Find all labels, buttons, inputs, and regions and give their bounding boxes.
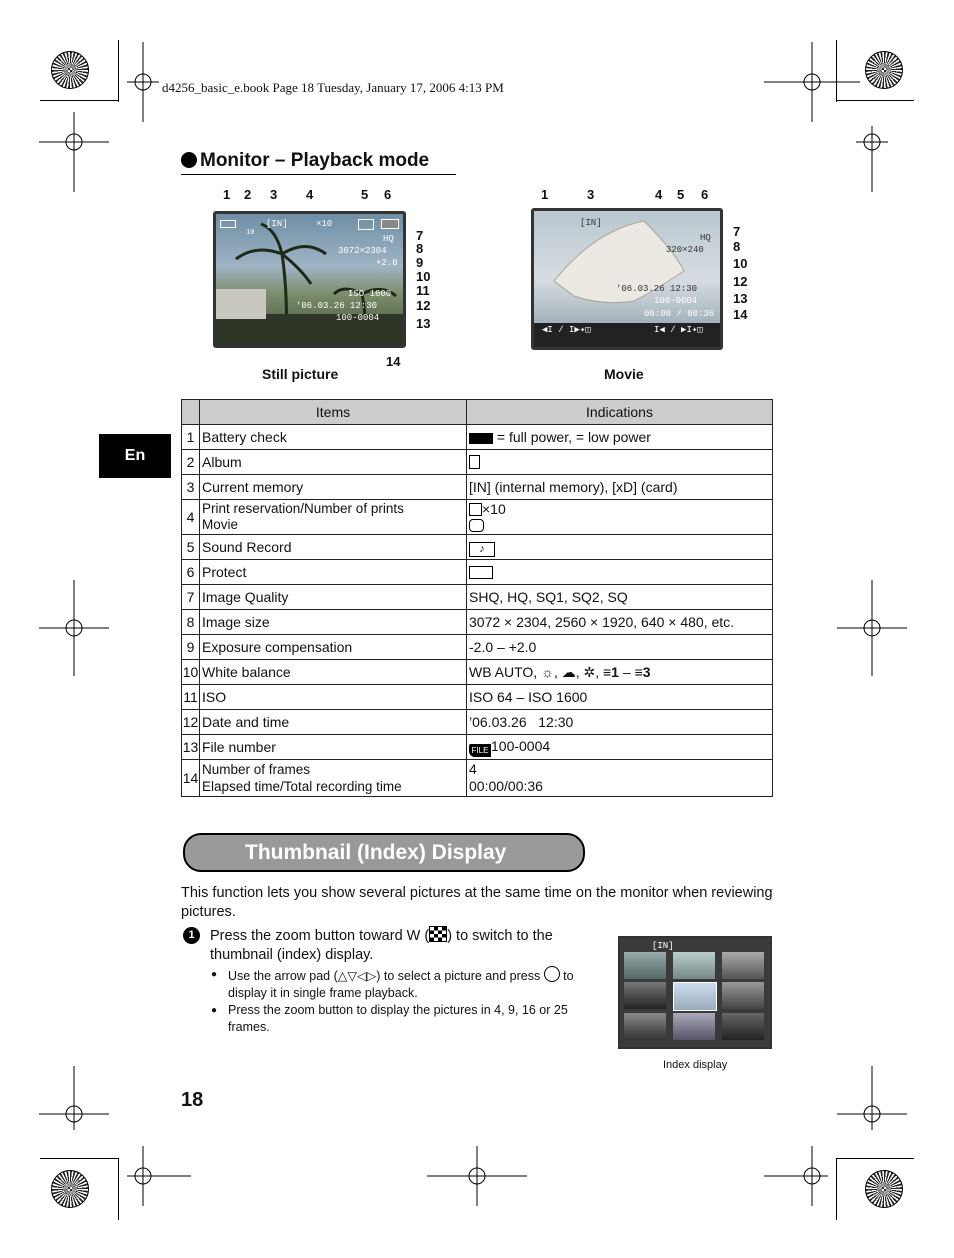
- row-number: 6: [182, 560, 200, 585]
- row-item: Album: [200, 450, 467, 475]
- section-title: [181, 150, 456, 175]
- callout-number: 10: [416, 269, 431, 284]
- thumbnail-image-selected: [673, 982, 717, 1011]
- thumbnail-image: [673, 1013, 715, 1040]
- movie-screen: [531, 208, 723, 350]
- row-indication: [467, 425, 773, 450]
- row-item: Protect: [200, 560, 467, 585]
- album-icon: [469, 455, 480, 469]
- row-item: Battery check: [200, 425, 467, 450]
- table-header-row: [182, 400, 773, 425]
- callout-number: 13: [733, 291, 748, 306]
- callout-number: 9: [416, 255, 424, 270]
- table-header-cell: Indications: [467, 400, 773, 425]
- callout-number: 5: [361, 187, 369, 202]
- row-number: 4: [182, 500, 200, 535]
- row-number: 13: [182, 735, 200, 760]
- still-iso-indicator: ISO 1600: [348, 289, 392, 299]
- callout-number: 1: [223, 187, 231, 202]
- index-memory-indicator: [IN]: [652, 941, 674, 951]
- still-album-indicator: 10: [246, 229, 255, 237]
- row-item: Current memory: [200, 475, 467, 500]
- row-indication: [467, 760, 773, 797]
- indications-table: [181, 399, 773, 797]
- sound-icon: [358, 219, 374, 230]
- callout-number: 13: [416, 316, 431, 331]
- row-number: 3: [182, 475, 200, 500]
- movie-quality-indicator: HQ: [700, 233, 711, 243]
- battery-icon: [220, 220, 236, 228]
- step-notes: [211, 966, 581, 1036]
- sunny-icon: ☼: [541, 663, 554, 680]
- language-tab: En: [99, 434, 171, 478]
- row-item-line: Number of frames: [202, 762, 311, 777]
- note-text: ) to select a picture and press: [376, 969, 544, 983]
- thumbnail-image: [673, 952, 715, 979]
- table-row: [182, 710, 773, 735]
- movie-size-indicator: 320×240: [666, 245, 704, 255]
- row-indication-line: 00:00/00:36: [469, 778, 543, 794]
- table-row: [182, 610, 773, 635]
- row-indication-text: ×10: [482, 501, 506, 517]
- callout-number: 4: [306, 187, 314, 202]
- table-header-cell: Items: [200, 400, 467, 425]
- section-title-text: Monitor – Playback mode: [200, 150, 430, 171]
- row-number: 10: [182, 660, 200, 685]
- arrow-pad-icon: △▽◁▷: [337, 969, 377, 983]
- row-item: File number: [200, 735, 467, 760]
- table-row: [182, 450, 773, 475]
- row-indication: [IN] (internal memory), [xD] (card): [467, 475, 773, 500]
- row-indication-text: = full power, = low power: [493, 429, 651, 445]
- playback-controls-icon: ◀I / I▶✦◫: [542, 325, 591, 335]
- index-display-screen: [618, 936, 772, 1049]
- still-size-indicator: 3072×2304: [338, 246, 387, 256]
- thumbnail-image: [722, 982, 764, 1009]
- row-indication: [467, 450, 773, 475]
- step-text-b: ) to switch to the thumbnail (index) display.: [210, 928, 553, 963]
- protect-key-icon: [469, 566, 493, 579]
- index-display-caption: Index display: [663, 1059, 728, 1071]
- row-indication: ISO 64 – ISO 1600: [467, 685, 773, 710]
- callout-number: 8: [416, 241, 424, 256]
- table-row: [182, 500, 773, 535]
- row-item-line: Elapsed time/Total recording time: [202, 779, 402, 794]
- row-item: [200, 500, 467, 535]
- callout-number: 3: [587, 187, 595, 202]
- still-picture-caption: Still picture: [262, 366, 339, 382]
- table-row: [182, 735, 773, 760]
- callout-number: 7: [416, 228, 424, 243]
- row-indication: ’06.03.26 12:30: [467, 710, 773, 735]
- row-indication: WB AUTO, ☼, ☁, ✲, ≡1 – ≡3: [467, 660, 773, 685]
- callout-number: 11: [416, 283, 430, 298]
- row-indication-line: 4: [469, 761, 477, 777]
- row-item: Image size: [200, 610, 467, 635]
- row-item: Sound Record: [200, 535, 467, 560]
- table-row: [182, 635, 773, 660]
- table-row: [182, 660, 773, 685]
- movie-time-indicator: 00:00 / 00:36: [644, 309, 715, 319]
- callout-number: 7: [733, 224, 741, 239]
- intro-paragraph: This function lets you show several pictures at the same time on the monitor when reviewing pictures.: [181, 885, 773, 920]
- movie-memory-indicator: [IN]: [580, 218, 602, 228]
- callout-number: 6: [384, 187, 392, 202]
- table-row: [182, 475, 773, 500]
- movie-file-indicator: 100-0004: [654, 296, 698, 306]
- frame-controls-icon: I◀ / ▶I✦◫: [654, 325, 703, 335]
- row-indication: [467, 735, 773, 760]
- row-number: 1: [182, 425, 200, 450]
- note-text: Use the arrow pad (: [228, 969, 338, 983]
- row-number: 2: [182, 450, 200, 475]
- row-item-line: Movie: [202, 517, 239, 532]
- page-number: 18: [181, 1089, 204, 1111]
- cloudy-icon: ☁: [561, 663, 576, 680]
- callout-number: 4: [655, 187, 663, 202]
- still-exposure-indicator: +2.0: [376, 258, 398, 268]
- row-indication: [467, 535, 773, 560]
- row-indication: [467, 560, 773, 585]
- still-date-indicator: '06.03.26 12:30: [296, 301, 378, 311]
- row-indication-text: WB AUTO,: [469, 663, 542, 680]
- still-file-indicator: 100-0004: [336, 313, 380, 323]
- still-quality-indicator: HQ: [383, 234, 394, 244]
- ok-button-icon: [544, 966, 560, 982]
- callout-number: 2: [244, 187, 252, 202]
- note-item: ● Press the zoom button to display the pictures in 4, 9, 16 or 25 frames.: [211, 1002, 581, 1036]
- note-item: [211, 966, 581, 1002]
- movie-icon: [469, 519, 484, 532]
- row-indication: SHQ, HQ, SQ1, SQ2, SQ: [467, 585, 773, 610]
- tungsten-icon: ✲: [583, 663, 596, 680]
- step-text-a: Press the zoom button toward W (: [210, 928, 430, 944]
- thumbnail-image: [624, 1013, 666, 1040]
- print-header: d4256_basic_e.book Page 18 Tuesday, January 17, 2006 4:13 PM: [162, 80, 504, 95]
- protect-icon: [381, 219, 399, 229]
- row-item: [200, 760, 467, 797]
- still-prints-indicator: ×10: [316, 219, 333, 229]
- table-row: [182, 685, 773, 710]
- step-text: [210, 926, 583, 965]
- row-number: 12: [182, 710, 200, 735]
- fluorescent-1-icon: ≡1: [603, 663, 619, 680]
- table-row: [182, 535, 773, 560]
- movie-caption: Movie: [604, 366, 644, 382]
- bullet-dot-icon: [181, 152, 197, 168]
- table-header-cell: [182, 400, 200, 425]
- callout-number: 14: [386, 354, 401, 369]
- sound-record-icon: ♪: [469, 542, 495, 557]
- callout-number: 5: [677, 187, 685, 202]
- index-view-icon: [429, 926, 447, 942]
- print-icon: [469, 503, 482, 516]
- step-1: [183, 926, 583, 965]
- row-item: Image Quality: [200, 585, 467, 610]
- row-indication-text: 100-0004: [491, 737, 551, 754]
- thumbnail-image: [624, 982, 666, 1009]
- step-number: 1: [183, 927, 200, 944]
- table-row: [182, 585, 773, 610]
- row-number: 7: [182, 585, 200, 610]
- row-item: White balance: [200, 660, 467, 685]
- table-row: [182, 425, 773, 450]
- callout-number: 6: [701, 187, 709, 202]
- movie-date-indicator: '06.03.26 12:30: [616, 284, 698, 294]
- thumbnail-image: [722, 952, 764, 979]
- callout-number: 1: [541, 187, 549, 202]
- row-number: 8: [182, 610, 200, 635]
- banner-title: Thumbnail (Index) Display: [245, 841, 507, 864]
- table-row: [182, 760, 773, 797]
- row-number: 11: [182, 685, 200, 710]
- row-indication: [467, 500, 773, 535]
- thumbnail-image: [722, 1013, 764, 1040]
- row-indication: 3072 × 2304, 2560 × 1920, 640 × 480, etc.: [467, 610, 773, 635]
- row-number: 14: [182, 760, 200, 797]
- still-picture-screen: [213, 211, 406, 348]
- row-number: 5: [182, 535, 200, 560]
- row-number: 9: [182, 635, 200, 660]
- still-memory-indicator: [IN]: [266, 219, 288, 229]
- row-item-line: Print reservation/Number of prints: [202, 501, 404, 516]
- thumbnail-section-banner: [183, 833, 585, 872]
- table-row: [182, 560, 773, 585]
- callout-number: 10: [733, 256, 748, 271]
- callout-number: 12: [416, 298, 431, 313]
- callout-number: 8: [733, 239, 741, 254]
- row-item: Date and time: [200, 710, 467, 735]
- row-item: Exposure compensation: [200, 635, 467, 660]
- fluorescent-3-icon: ≡3: [634, 663, 651, 680]
- callout-number: 3: [270, 187, 278, 202]
- row-indication: -2.0 – +2.0: [467, 635, 773, 660]
- row-item: ISO: [200, 685, 467, 710]
- thumbnail-image: [624, 952, 666, 979]
- file-icon: FILE: [469, 744, 491, 757]
- battery-full-icon: [469, 433, 493, 444]
- callout-number: 12: [733, 274, 748, 289]
- callout-number: 14: [733, 307, 748, 322]
- note-text: to display it in single frame playback.: [228, 969, 574, 1000]
